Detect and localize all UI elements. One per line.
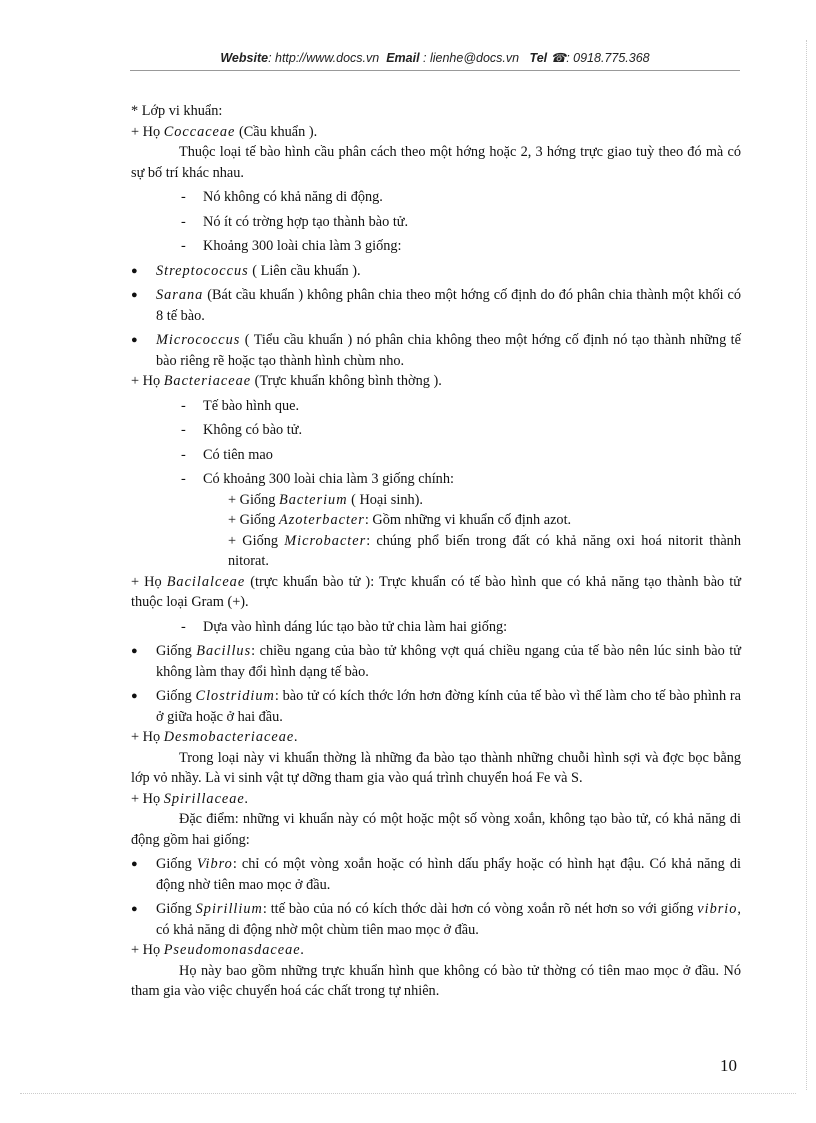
bullet-item bbox=[131, 854, 741, 895]
text-run: + Họ bbox=[131, 123, 164, 140]
text-run: ( Hoại sinh). bbox=[347, 491, 423, 508]
text-run: + Giống bbox=[228, 512, 279, 528]
text-run: Giống bbox=[156, 643, 197, 659]
website-value: : http://www.docs.vn bbox=[268, 51, 380, 65]
genus-item bbox=[131, 490, 741, 511]
text-run: + Họ bbox=[131, 790, 164, 807]
dash-item: - Có tiên mao bbox=[131, 445, 741, 466]
sci-name: Microbacter bbox=[284, 532, 367, 549]
family-spirillaceae bbox=[131, 789, 741, 810]
text-run: (Trực khuẩn không bình thờng ). bbox=[251, 373, 442, 389]
dash-item: - Nó ít có trờng hợp tạo thành bào tử. bbox=[131, 212, 741, 233]
genus-item bbox=[131, 510, 741, 531]
sci-name: Spirillaceae. bbox=[163, 790, 250, 807]
email-label: Email bbox=[386, 51, 420, 65]
text-run: (trực khuẩn bào tử ): Trực khuẩn có tế bào hình que có khả năng tạo thành bào tử thuộc loại Gram (+). bbox=[131, 573, 741, 610]
text-run: + Họ bbox=[131, 373, 164, 389]
sci-name: Clostridium bbox=[195, 688, 275, 704]
text-run: + Họ bbox=[131, 729, 164, 745]
document-body bbox=[131, 101, 741, 1002]
page-header bbox=[130, 50, 740, 65]
phone-icon: ☎ bbox=[550, 51, 567, 65]
bullet-item bbox=[131, 330, 741, 371]
sci-name: Streptococcus bbox=[156, 262, 249, 279]
header-divider bbox=[130, 70, 740, 71]
dash-text: Không có bào tử. bbox=[203, 422, 303, 438]
paragraph: Đặc điểm: những vi khuẩn này có một hoặc một số vòng xoắn, không tạo bào tử, có khả năng di động gồm hai giống: bbox=[131, 811, 741, 848]
text-run: + Giống bbox=[228, 491, 279, 508]
text-run: Giống bbox=[156, 901, 196, 917]
family-bacilalceae bbox=[131, 572, 741, 613]
paragraph: Họ này bao gồm những trực khuẩn hình que không có bào tử thờng có tiên mao mọc ở đầu. Nó tham gia vào việc chuyển hoá các chất trong tự nhiên. bbox=[131, 962, 741, 999]
dash-item: - Không có bào tử. bbox=[131, 420, 741, 441]
family-coccaceae bbox=[131, 122, 741, 143]
text-run: : bào tử có kích thớc lớn hơn đờng kính của tế bào vì thế làm cho tế bào phình ra ở giữa hoặc ở hai đầu. bbox=[156, 688, 741, 725]
sci-name: Bacterium bbox=[278, 491, 348, 508]
section-heading: * Lớp vi khuẩn: bbox=[131, 103, 223, 119]
sci-name: Bacteriaceae bbox=[163, 373, 252, 389]
sci-name: Coccaceae bbox=[163, 123, 236, 140]
bullet-item bbox=[131, 899, 741, 940]
dash-text: Khoảng 300 loài chia làm 3 giống: bbox=[203, 238, 402, 254]
bullet-item bbox=[131, 261, 741, 282]
dash-text: Tế bào hình que. bbox=[203, 397, 300, 414]
paragraph: Thuộc loại tế bào hình cầu phân cách theo một hớng hoặc 2, 3 hớng trực giao tuỳ theo đó mà có sự bố trí khác nhau. bbox=[131, 144, 741, 181]
text-run: Giống bbox=[156, 688, 196, 704]
dash-item: - Khoảng 300 loài chia làm 3 giống: bbox=[131, 236, 741, 257]
text-run: : chiều ngang của bào tử không vợt quá chiều ngang của tế bào nên lúc sinh bào tử không làm thay đổi hình dạng tế bào. bbox=[156, 643, 741, 680]
text-run: ( Tiểu cầu khuẩn ) nó phân chia không theo một hớng cố định nó tạo thành những tế bào riêng rẽ hoặc tạo thành hình chùm nho. bbox=[156, 332, 741, 369]
sci-name: Micrococcus bbox=[156, 332, 241, 348]
text-run: , có khả năng di động nhờ một chùm tiên mao mọc ở đầu. bbox=[156, 901, 741, 938]
dash-text: Có khoảng 300 loài chia làm 3 giống chính: bbox=[203, 471, 454, 487]
text-run: + Họ bbox=[131, 573, 167, 590]
page-edge bbox=[806, 40, 807, 1090]
bullet-item bbox=[131, 641, 741, 682]
sci-name: Vibro bbox=[196, 856, 233, 872]
sci-name: Desmobacteriaceae. bbox=[163, 729, 299, 745]
dash-item: - Tế bào hình que. bbox=[131, 396, 741, 417]
text-run: : ttế bào của nó có kích thớc dài hơn có vòng xoắn rõ nét hơn so với giống bbox=[262, 901, 698, 917]
genus-item bbox=[131, 531, 741, 572]
bullet-item bbox=[131, 285, 741, 326]
sci-name: Azoterbacter bbox=[278, 512, 365, 528]
family-pseudomonasdaceae bbox=[131, 940, 741, 961]
sci-name: vibrio bbox=[697, 901, 738, 917]
sci-name: Bacillus bbox=[196, 643, 252, 659]
dash-item: - Nó không có khả năng di động. bbox=[131, 187, 741, 208]
bullet-item bbox=[131, 686, 741, 727]
dash-item: - Có khoảng 300 loài chia làm 3 giống chính: bbox=[131, 469, 741, 490]
sci-name: Sarana bbox=[156, 287, 204, 303]
dash-text: Dựa vào hình dáng lúc tạo bào tử chia làm hai giống: bbox=[203, 618, 508, 635]
text-run: ( Liên cầu khuẩn ). bbox=[248, 262, 361, 279]
dash-text: Nó không có khả năng di động. bbox=[203, 189, 383, 205]
text-run: : chỉ có một vòng xoắn hoặc có hình dấu phẩy hoặc có hình hạt đậu. Có khả năng di động nhờ tiên mao mọc ở đầu. bbox=[156, 856, 741, 893]
tel-label: Tel bbox=[529, 51, 548, 65]
text-run: + Họ bbox=[131, 942, 164, 958]
website-label: Website bbox=[220, 51, 269, 65]
text-run: : chúng phổ biến trong đất có khả năng oxi hoá nitorit thành nitorat. bbox=[228, 532, 741, 569]
text-run: : Gồm những vi khuẩn cố định azot. bbox=[364, 512, 572, 528]
email-value: : lienhe@docs.vn bbox=[423, 51, 520, 65]
tel-value: : 0918.775.368 bbox=[566, 51, 650, 65]
text-run: + Giống bbox=[228, 532, 285, 549]
text-run: Giống bbox=[156, 856, 197, 872]
dash-text: Nó ít có trờng hợp tạo thành bào tử. bbox=[203, 213, 409, 230]
family-desmobacteriaceae bbox=[131, 727, 741, 748]
sci-name: Spirillium bbox=[195, 901, 263, 917]
dash-text: Có tiên mao bbox=[203, 446, 273, 463]
paragraph: Trong loại này vi khuẩn thờng là những đa bào tạo thành những chuỗi hình sợi và đợc bọc bằng lớp vỏ nhầy. Là vi sinh vật tự dỡng tham gia vào quá trình chuyển hoá Fe và S. bbox=[131, 749, 741, 786]
footer-divider bbox=[20, 1093, 796, 1094]
family-bacteriaceae bbox=[131, 371, 741, 392]
sci-name: Bacilalceae bbox=[166, 573, 246, 590]
page-number: 10 bbox=[720, 1056, 737, 1075]
text-run: (Bát cầu khuẩn ) không phân chia theo một hớng cố định do đó phân chia thành một khối có 8 tế bào. bbox=[156, 287, 741, 324]
dash-item: - Dựa vào hình dáng lúc tạo bào tử chia làm hai giống: bbox=[131, 617, 741, 638]
sci-name: Pseudomonasdaceae. bbox=[163, 942, 306, 958]
text-run: (Cầu khuẩn ). bbox=[235, 123, 318, 140]
